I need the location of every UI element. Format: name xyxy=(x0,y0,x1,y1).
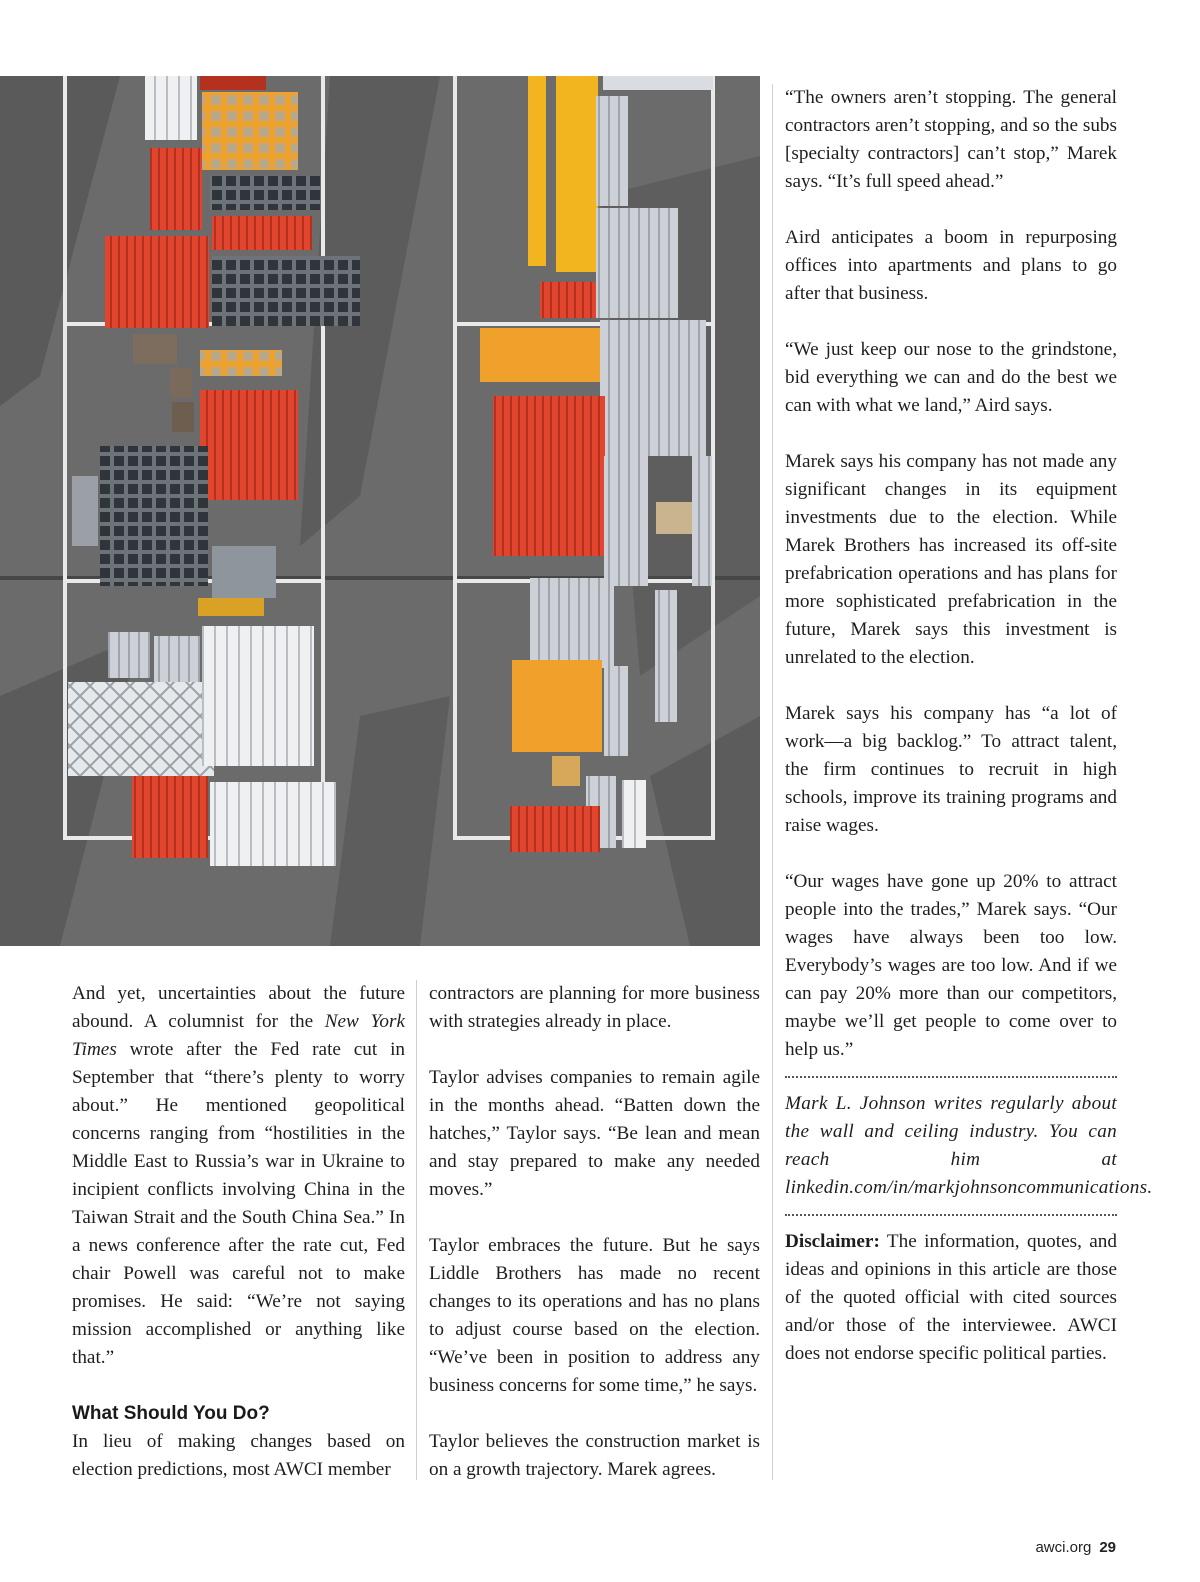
footer-site: awci.org xyxy=(1035,1539,1092,1556)
column-divider-right xyxy=(772,84,773,1480)
disclaimer xyxy=(785,1228,1117,1368)
disclaimer-text: The information, quotes, and ideas and opinions in this article are those of the quoted official with cited sources and/or those of the interviewee. AWCI does not endorse specific political parties. xyxy=(785,1231,1117,1364)
article-column-right xyxy=(785,84,1153,1368)
paragraph: Marek says his company has “a lot of work—a big backlog.” To attract talent, the firm continues to recruit in high schools, improve its training programs and raise wages. xyxy=(785,703,1117,836)
author-bio: Mark L. Johnson writes regularly about the wall and ceiling industry. You can reach him at linkedin.com/in/markjohnsoncommunications. xyxy=(785,1093,1153,1198)
paragraph: Taylor advises companies to remain agile in the months ahead. “Batten down the hatches,” Taylor says. “Be lean and mean and stay prepared to make any needed moves.” xyxy=(429,1067,760,1200)
article-column-left xyxy=(72,980,405,1484)
paragraph: contractors are planning for more business with strategies already in place. xyxy=(429,983,760,1032)
paragraph: In lieu of making changes based on election predictions, most AWCI member xyxy=(72,1431,405,1480)
disclaimer-label: Disclaimer: xyxy=(785,1231,880,1252)
paragraph: Taylor embraces the future. But he says Liddle Brothers has made no recent changes to its operations and has no plans to adjust course based on the election. “We’ve been in position to address any business concerns for some time,” he says. xyxy=(429,1235,760,1396)
paragraph: Marek says his company has not made any significant changes in its equipment investments due to the election. While Marek Brothers has increased its off-site prefabrication operations and has plans for more sophisticated prefabrication in the future, Marek says this investment is unrelated to the election. xyxy=(785,451,1117,668)
paragraph-text: wrote after the Fed rate cut in September that “there’s plenty to worry about.” He mentioned geopolitical concerns ranging from “hostilities in the Middle East to Russia’s war in Ukraine to incipient conflicts involving China in the Taiwan Strait and the South China Sea.” In a news conference after the rate cut, Fed chair Powell was careful not to make promises. He said: “We’re not saying mission accomplished or anything like that.” xyxy=(72,1039,405,1368)
paragraph xyxy=(72,980,405,1372)
dotted-divider xyxy=(785,1214,1117,1216)
scaffolding-illustration xyxy=(0,76,760,946)
page-number: 29 xyxy=(1099,1539,1116,1556)
article-column-middle xyxy=(429,980,760,1484)
paragraph: Aird anticipates a boom in repurposing offices into apartments and plans to go after that business. xyxy=(785,227,1117,304)
dotted-divider xyxy=(785,1076,1117,1078)
paragraph-text: And yet, uncertainties about the future abound. A columnist for the xyxy=(72,983,405,1032)
paragraph: Taylor believes the construction market is on a growth trajectory. Marek agrees. xyxy=(429,1431,760,1480)
column-divider-left xyxy=(416,980,417,1480)
section-subhead: What Should You Do? xyxy=(72,1403,270,1424)
paragraph: “We just keep our nose to the grindstone, bid everything we can and do the best we can with what we land,” Aird says. xyxy=(785,339,1117,416)
publication-name: New York Times xyxy=(72,1011,405,1060)
aerial-photo-scaffolding-yard xyxy=(0,76,760,946)
page-footer xyxy=(1035,1539,1116,1556)
paragraph: “Our wages have gone up 20% to attract people into the trades,” Marek says. “Our wages have always been too low. Everybody’s wages are too low. And if we can pay 20% more than our competitors, maybe we’ll get people to come over to help us.” xyxy=(785,871,1117,1060)
paragraph: “The owners aren’t stopping. The general contractors aren’t stopping, and so the subs [specialty contractors] can’t stop,” Marek says. “It’s full speed ahead.” xyxy=(785,87,1117,192)
